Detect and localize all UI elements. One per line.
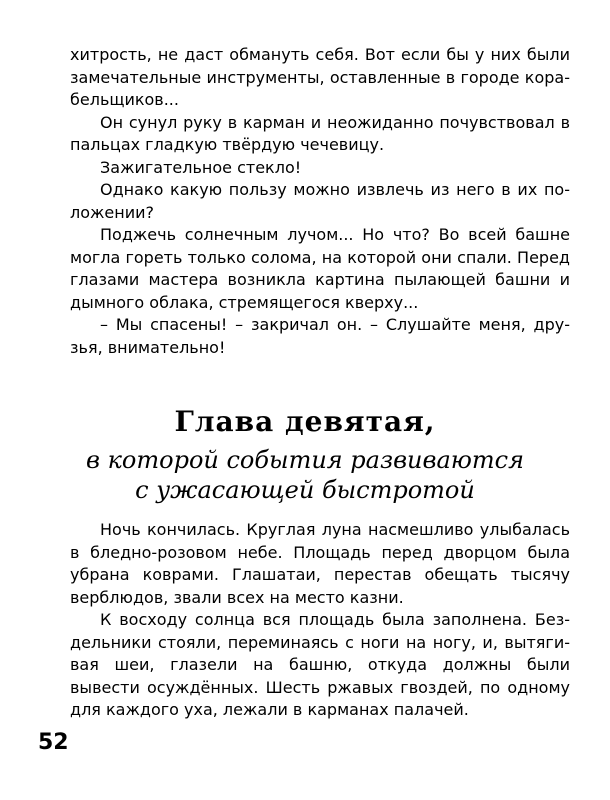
body-text-bottom bbox=[70, 519, 570, 722]
chapter-subtitle-line: в которой события развиваются bbox=[86, 446, 524, 474]
paragraph: Зажигательное стекло! bbox=[100, 157, 302, 177]
chapter-subtitle bbox=[0, 445, 610, 505]
paragraph: – Мы спасены! – закричал он. – Слушайте меня, друзья, внимательно! bbox=[70, 315, 570, 357]
paragraph: К восходу солнца вся площадь была заполнена. Бездельники стояли, переминаясь с ноги на ногу, и, вытягивая шеи, глазели на башню, откуда должны были вывести осуждённых. Шесть ржавых гвоздей, по одному для каждого уха, лежали в карманах палачей. bbox=[70, 610, 570, 719]
body-text-top bbox=[70, 44, 570, 359]
chapter-subtitle-line: с ужасающей быстротой bbox=[135, 476, 475, 504]
paragraph: хитрость, не даст обмануть себя. Вот если бы у них были замечательные инструменты, оставленные в городе корабельщиков... bbox=[70, 45, 570, 109]
paragraph: Ночь кончилась. Круглая луна насмешливо улыбалась в бледно-розовом небе. Площадь перед дворцом была убрана коврами. Глашатаи, перестав обещать тысячу верблюдов, звали всех на место казни. bbox=[70, 520, 570, 607]
paragraph: Он сунул руку в карман и неожиданно почувствовал в пальцах гладкую твёрдую чечевицу. bbox=[70, 112, 570, 154]
page-number: 52 bbox=[38, 730, 69, 755]
paragraph: Поджечь солнечным лучом... Но что? Во всей башне могла гореть только солома, на которой они спали. Перед глазами мастера возникла картина пылающей башни и дымного облака, стремящегося кверху... bbox=[70, 225, 570, 312]
chapter-title: Глава девятая, bbox=[174, 405, 436, 438]
paragraph: Однако какую пользу можно извлечь из него в их положении? bbox=[70, 180, 570, 222]
